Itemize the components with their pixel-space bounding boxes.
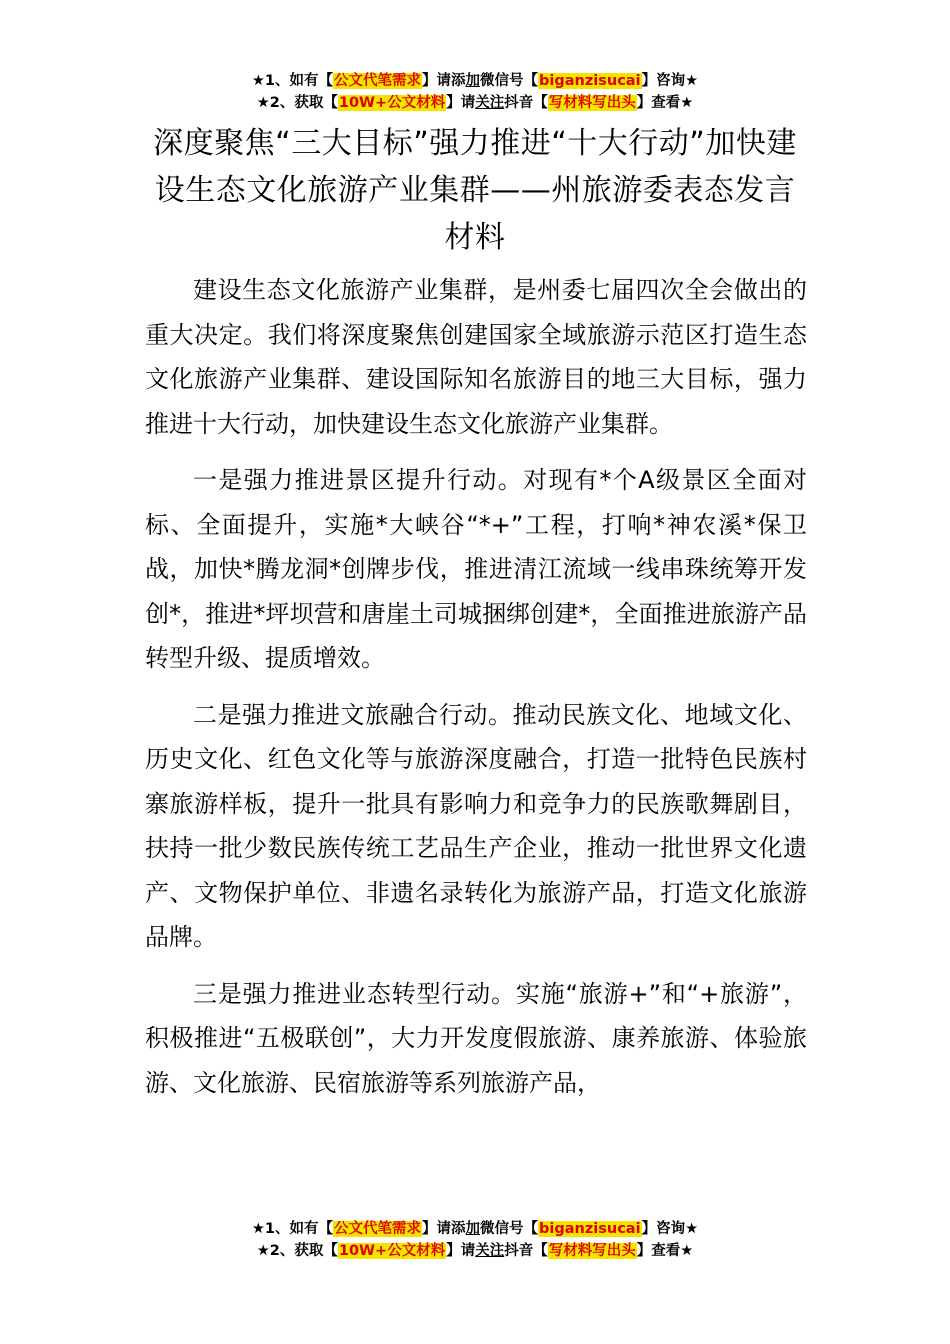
- promo-highlight: 公文代笔需求: [334, 1221, 422, 1237]
- body-paragraph: 三是强力推进业态转型行动。实施“旅游+”和“+旅游”，积极推进“五极联创”，大力开发度假旅游、康养旅游、体验旅游、文化旅游、民宿旅游等系列旅游产品，: [145, 979, 807, 1097]
- body-paragraph: 建设生态文化旅游产业集群，是州委七届四次全会做出的重大决定。我们将深度聚焦创建国家全域旅游示范区打造生态文化旅游产业集群、建设国际知名旅游目的地三大目标，强力推进十大行动，加快建设生态文化旅游产业集群。: [145, 276, 807, 438]
- promo-line-2: ★2、获取【10W+公文材料】请关注抖音【写材料写出头】查看★: [256, 95, 694, 111]
- wechat-id-highlight: biganzisucai: [539, 73, 641, 89]
- body-paragraph: 一是强力推进景区提升行动。对现有*个A级景区全面对标、全面提升，实施*大峡谷“*+”工程，打响*神农溪*保卫战，加快*腾龙洞*创牌步伐，推进清江流域一线串珠统筹开发创*，推进*坪坝营和唐崖土司城捆绑创建*，全面推进旅游产品转型升级、提质增效。: [145, 466, 807, 672]
- footer-promo-banner: [0, 1218, 950, 1262]
- wechat-id-highlight: biganzisucai: [539, 1221, 641, 1237]
- promo-line-1: ★1、如有【公文代笔需求】请添加微信号【biganzisucai】咨询★: [251, 1221, 699, 1237]
- promo-line-1: ★1、如有【公文代笔需求】请添加微信号【biganzisucai】咨询★: [251, 73, 699, 89]
- douyin-id-highlight: 写材料写出头: [548, 1243, 636, 1259]
- body-paragraph: 二是强力推进文旅融合行动。推动民族文化、地域文化、历史文化、红色文化等与旅游深度融合，打造一批特色民族村寨旅游样板，提升一批具有影响力和竞争力的民族歌舞剧目，扶持一批少数民族传统工艺品生产企业，推动一批世界文化遗产、文物保护单位、非遗名录转化为旅游产品，打造文化旅游品牌。: [145, 700, 807, 951]
- promo-highlight: 10W+公文材料: [338, 1243, 446, 1259]
- header-promo-banner: [0, 70, 950, 114]
- promo-highlight: 10W+公文材料: [338, 95, 446, 111]
- document-body: [145, 268, 807, 1117]
- douyin-id-highlight: 写材料写出头: [548, 95, 636, 111]
- promo-line-2: ★2、获取【10W+公文材料】请关注抖音【写材料写出头】查看★: [256, 1243, 694, 1259]
- document-title: 深度聚焦“三大目标”强力推进“十大行动”加快建设生态文化旅游产业集群——州旅游委表态发言材料: [153, 126, 797, 255]
- promo-highlight: 公文代笔需求: [334, 73, 422, 89]
